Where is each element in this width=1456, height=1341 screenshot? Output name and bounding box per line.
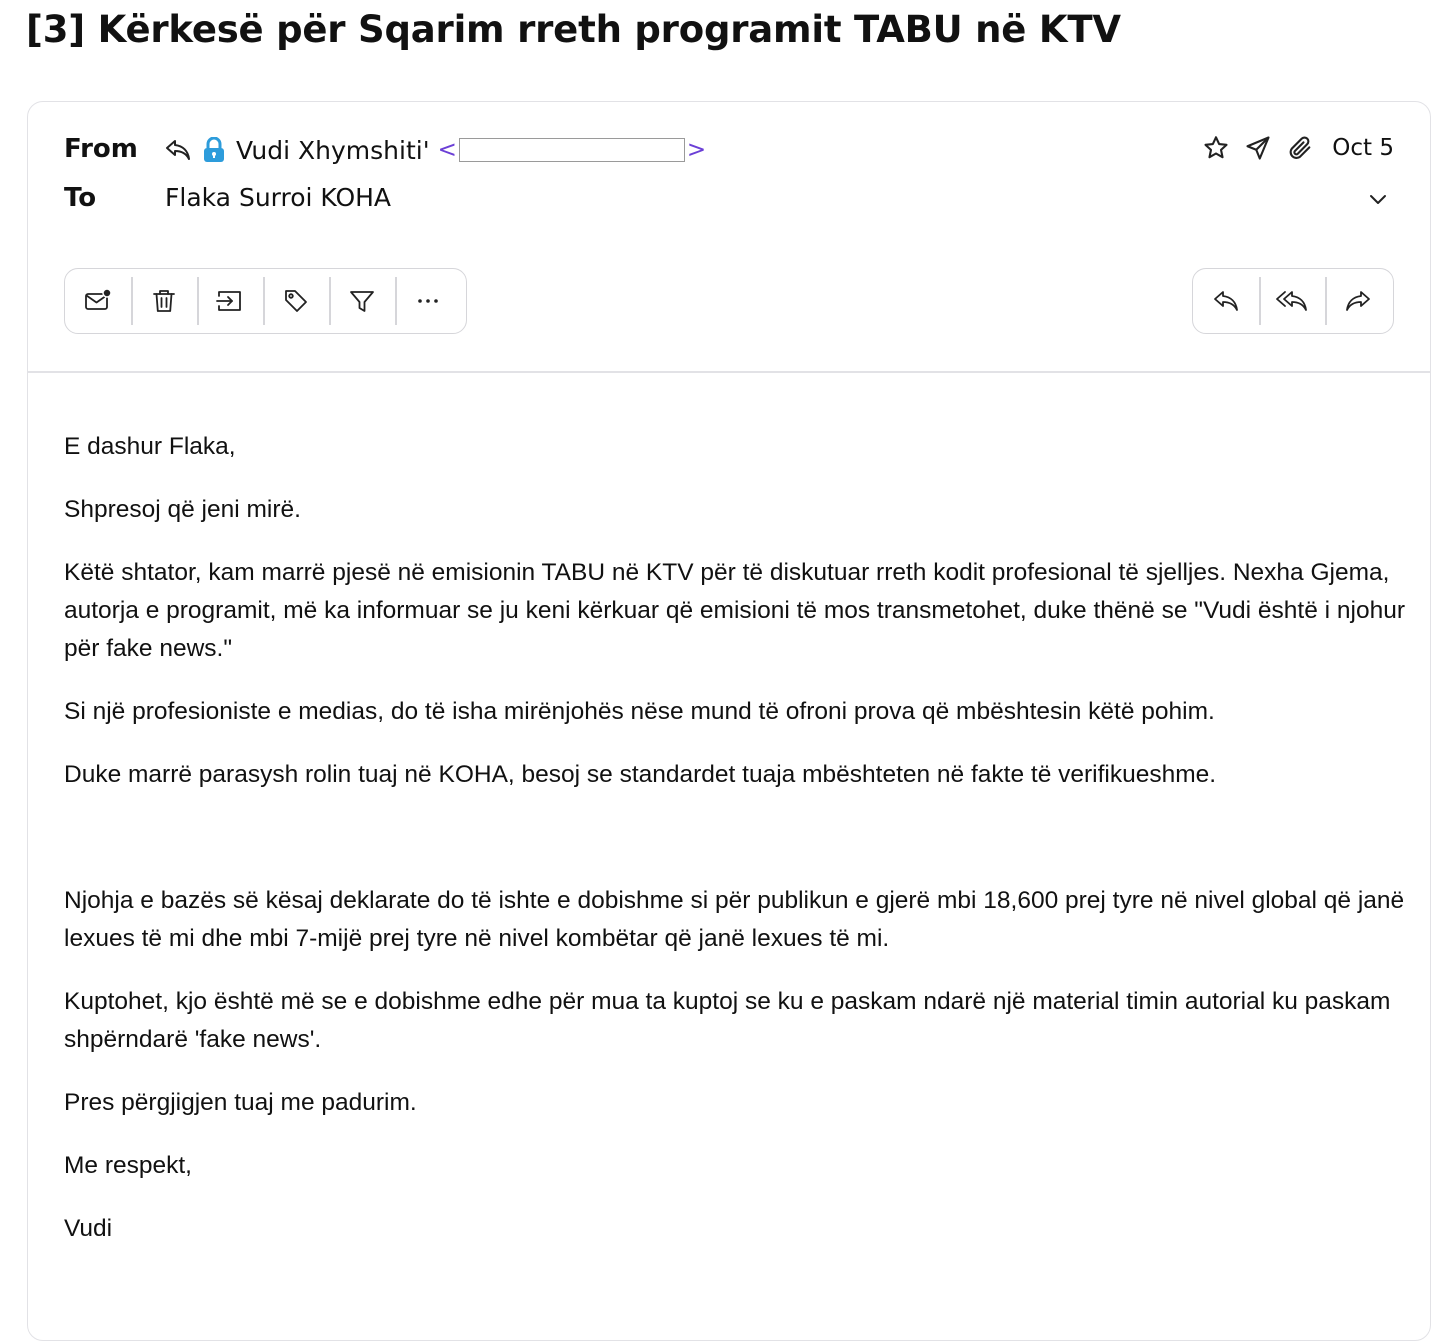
reply-all-icon	[1275, 287, 1309, 315]
redacted-email	[459, 138, 685, 162]
delete-button[interactable]	[131, 269, 197, 333]
chevron-down-icon[interactable]	[1366, 188, 1390, 212]
from-label: From	[64, 134, 138, 164]
reply-icon	[164, 137, 192, 163]
paperclip-icon[interactable]	[1286, 134, 1314, 162]
move-icon	[215, 287, 245, 315]
filter-icon	[348, 287, 376, 315]
trash-icon	[151, 287, 177, 315]
sender-name: Vudi Xhymshiti'	[236, 135, 430, 165]
email-body	[64, 428, 1409, 1273]
message-actions-toolbar	[64, 268, 467, 334]
body-paragraph: Duke marrë parasysh rolin tuaj në KOHA, besoj se standardet tuaja mbështeten në fakte të verifikueshme.	[64, 761, 1217, 788]
mark-unread-icon	[83, 287, 113, 315]
email-bracket-open: <	[437, 137, 457, 163]
body-paragraph: Shpresoj që jeni mirë.	[64, 496, 301, 523]
sender-email[interactable]	[438, 137, 707, 163]
message-date: Oct 5	[1332, 135, 1394, 161]
body-paragraph: Kuptohet, kjo është më se e dobishme edhe për mua ta kuptoj se ku e paskam ndarë një material timin autorial ku paskam shpërndarë 'fake news'.	[64, 988, 1391, 1053]
body-paragraph: Këtë shtator, kam marrë pjesë në emisionin TABU në KTV për të diskutuar rreth kodit profesional të sjelljes. Nexha Gjema, autorja e programit, më ka informuar se ju keni kërkuar që emisioni të mos transmetohet, duke thënë se "Vudi është i njohur për fake news."	[64, 559, 1405, 662]
forward-icon	[1343, 287, 1373, 315]
closing: Me respekt,	[64, 1152, 192, 1179]
body-paragraph: Njohja e bazës së kësaj deklarate do të ishte e dobishme si për publikun e gjerë mbi 18,600 prej tyre në nivel global që janë lexues të mi dhe mbi 7-mijë prej tyre në nivel kombëtar që janë lexues të mi.	[64, 887, 1405, 952]
forward-button[interactable]	[1325, 269, 1391, 333]
send-icon[interactable]	[1244, 134, 1272, 162]
sender-row[interactable]	[164, 130, 706, 170]
body-paragraph: Pres përgjigjen tuaj me padurim.	[64, 1089, 417, 1116]
more-button[interactable]	[395, 269, 461, 333]
star-icon[interactable]	[1202, 134, 1230, 162]
recipient-name[interactable]: Flaka Surroi KOHA	[165, 183, 392, 212]
lock-icon	[202, 137, 226, 163]
tag-button[interactable]	[263, 269, 329, 333]
to-label: To	[64, 183, 97, 213]
reply-button[interactable]	[1193, 269, 1259, 333]
filter-button[interactable]	[329, 269, 395, 333]
reply-toolbar	[1192, 268, 1394, 334]
message-meta	[1202, 130, 1394, 166]
more-icon	[414, 287, 442, 315]
email-bracket-close: >	[686, 137, 707, 163]
signature: Vudi	[64, 1215, 113, 1242]
body-paragraph: Si një profesioniste e medias, do të isha mirënjohës nëse mund të ofroni prova që mbështesin këtë pohim.	[64, 698, 1215, 725]
greeting: E dashur Flaka,	[64, 433, 236, 460]
tag-icon	[282, 287, 310, 315]
move-button[interactable]	[197, 269, 263, 333]
reply-icon	[1211, 287, 1241, 315]
reply-all-button[interactable]	[1259, 269, 1325, 333]
header-divider	[28, 371, 1430, 373]
email-subject: [3] Kërkesë për Sqarim rreth programit TABU në KTV	[26, 8, 1121, 51]
mark-unread-button[interactable]	[65, 269, 131, 333]
